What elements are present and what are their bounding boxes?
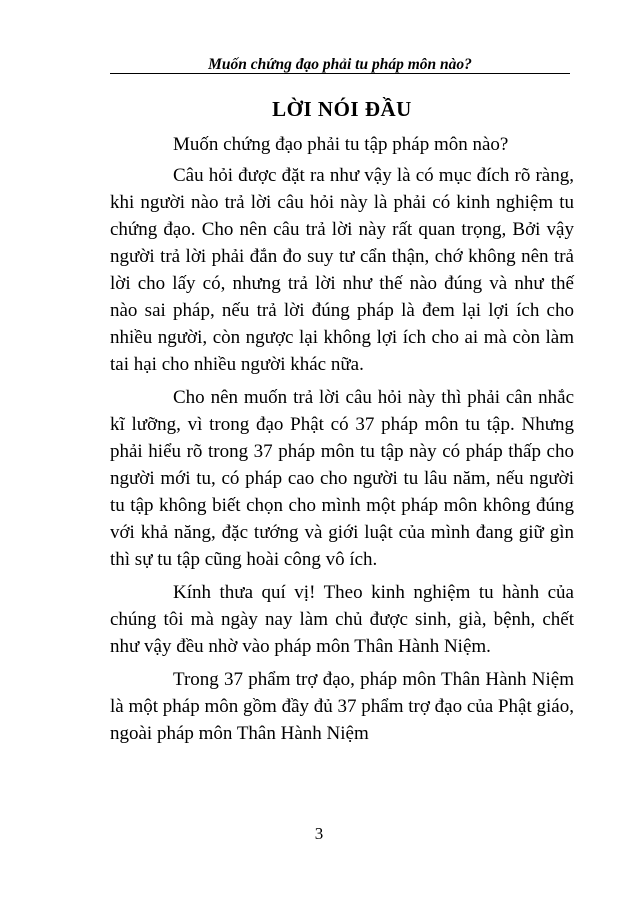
paragraph-1: Muốn chứng đạo phải tu tập pháp môn nào? (173, 134, 509, 155)
page-number: 3 (314, 824, 324, 843)
paragraph-3: Cho nên muốn trả lời câu hỏi này thì phải cân nhắc kĩ lưỡng, vì trong đạo Phật có 37 pháp môn tu tập. Nhưng phải hiểu rõ trong 37 pháp môn tu tập này có pháp thấp cho người mới tu, có pháp cao cho người tu lâu năm, nếu người tu tập không biết chọn cho mình một pháp môn không đúng với khả năng, đặc tướng và giới luật của mình đang giữ gìn thì sự tu tập cũng hoài công vô ích. (110, 387, 574, 570)
paragraph-2: Câu hỏi được đặt ra như vậy là có mục đích rõ ràng, khi người nào trả lời câu hỏi này là phải có kinh nghiệm tu chứng đạo. Cho nên câu trả lời này rất quan trọng, Bởi vậy người trả lời phải đắn đo suy tư cẩn thận, chớ không nên trả lời cho lấy có, nhưng trả lời như thế nào đúng và như thế nào sai pháp, nếu trả lời đúng pháp là đem lại lợi ích cho nhiều người, còn ngược lại không lợi ích cho ai mà còn làm tai hại cho nhiều người khác nữa. (110, 165, 574, 375)
running-header: Muốn chứng đạo phải tu pháp môn nào? (110, 56, 570, 74)
chapter-title: LỜI NÓI ĐẦU (272, 97, 412, 121)
paragraph-5: Trong 37 phẩm trợ đạo, pháp môn Thân Hành Niệm là một pháp môn gồm đầy đủ 37 phẩm trợ đạo của Phật giáo, ngoài pháp môn Thân Hành Niệm (110, 669, 574, 744)
page-body (110, 94, 574, 753)
paragraph-4: Kính thưa quí vị! Theo kinh nghiệm tu hành của chúng tôi mà ngày nay làm chủ được sinh, già, bệnh, chết như vậy đều nhờ vào pháp môn Thân Hành Niệm. (110, 582, 574, 657)
